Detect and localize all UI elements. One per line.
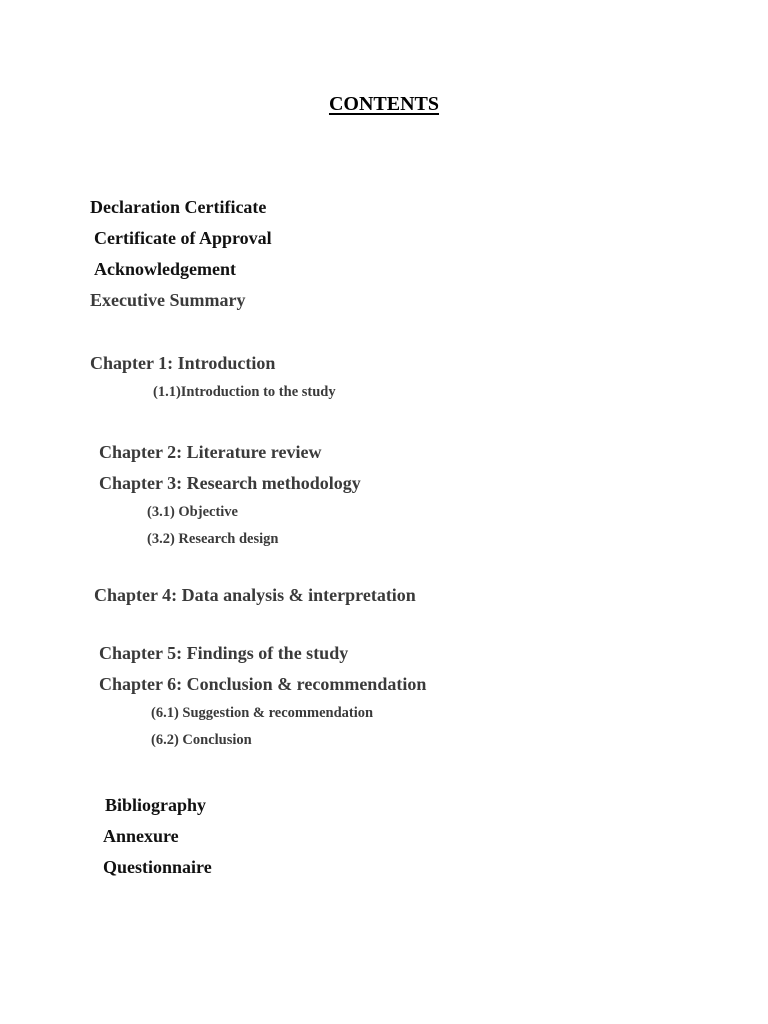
toc-entry-executive-summary: Executive Summary <box>90 290 246 310</box>
toc-entry-acknowledgement: Acknowledgement <box>94 259 236 279</box>
page-title: CONTENTS <box>328 93 440 115</box>
toc-entry-declaration-certificate: Declaration Certificate <box>90 197 267 217</box>
toc-subentry-1-1: (1.1)Introduction to the study <box>153 384 336 400</box>
toc-entry-bibliography: Bibliography <box>105 795 207 815</box>
toc-entry-chapter-6: Chapter 6: Conclusion & recommendation <box>99 674 427 694</box>
toc-subentry-3-1: (3.1) Objective <box>147 504 238 520</box>
toc-entry-certificate-of-approval: Certificate of Approval <box>94 228 272 248</box>
toc-subentry-6-2: (6.2) Conclusion <box>151 732 252 748</box>
toc-entry-chapter-3: Chapter 3: Research methodology <box>99 473 361 493</box>
toc-subentry-3-2: (3.2) Research design <box>147 531 279 547</box>
toc-subentry-6-1: (6.1) Suggestion & recommendation <box>151 705 374 721</box>
toc-entry-chapter-1: Chapter 1: Introduction <box>90 353 276 373</box>
toc-entry-chapter-5: Chapter 5: Findings of the study <box>99 643 349 663</box>
toc-entry-chapter-4: Chapter 4: Data analysis & interpretation <box>94 585 416 605</box>
toc-entry-questionnaire: Questionnaire <box>103 857 212 877</box>
toc-entry-chapter-2: Chapter 2: Literature review <box>99 442 322 462</box>
toc-entry-annexure: Annexure <box>103 826 179 846</box>
